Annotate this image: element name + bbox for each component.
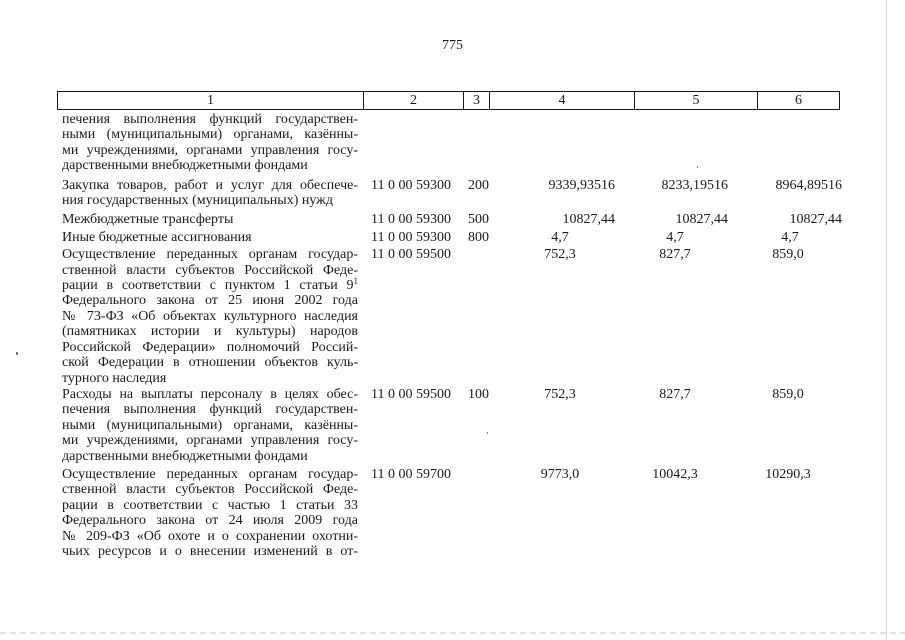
row-value-4: 9773,0 — [540, 466, 580, 482]
row-value-4: 10827,44 — [562, 212, 615, 228]
description-line: турного наследия — [62, 370, 167, 386]
row-code: 11 0 00 59700 — [371, 466, 451, 482]
table-row — [0, 387, 905, 464]
row-value-6: 10290,3 — [765, 466, 811, 482]
row-code: 11 0 00 59300 — [371, 177, 451, 193]
row-value-6: 8964,89516 — [775, 177, 842, 193]
description-line: Осуществление переданных органам государ- — [62, 247, 358, 263]
row-description — [62, 387, 358, 464]
row-value-5: 827,7 — [659, 386, 691, 402]
row-value-6: 4,7 — [781, 229, 799, 245]
row-value-6: 10827,44 — [789, 212, 842, 228]
header-col-2: 2 — [364, 92, 464, 109]
row-type: 500 — [468, 212, 489, 228]
description-line: Российской Федерации» полномочий Россий- — [62, 339, 358, 355]
description-line: ственной власти субъектов Российской Феде- — [62, 262, 358, 278]
description-line: (памятниках истории и культуры) народов — [62, 324, 358, 340]
description-line: ми учреждениями, органами управления госу- — [62, 433, 358, 449]
description-line: печения выполнения функций государствен- — [62, 402, 358, 418]
footnote-superscript: 1 — [353, 276, 358, 287]
description-line: печения выполнения функций государствен- — [62, 112, 358, 127]
row-code: 11 0 00 59500 — [371, 386, 451, 402]
description-line: ственной власти субъектов Российской Феде- — [62, 482, 358, 498]
table-row — [0, 247, 905, 386]
row-value-6: 859,0 — [772, 386, 804, 402]
description-line: ской Федерации в отношении объектов куль- — [62, 355, 358, 371]
table-row — [0, 230, 905, 245]
scan-edge — [886, 0, 887, 640]
description-line: Межбюджетные трансферты — [62, 212, 234, 228]
description-line: ными (муниципальными) органами, казённы- — [62, 127, 358, 143]
row-value-4: 752,3 — [544, 247, 576, 263]
row-code: 11 0 00 59300 — [371, 229, 451, 245]
row-value-5: 4,7 — [666, 229, 684, 245]
description-line — [62, 278, 358, 293]
row-code: 11 0 00 59300 — [371, 212, 451, 228]
description-line: Иные бюджетные ассигнования — [62, 229, 252, 245]
description-line: Закупка товаров, работ и услуг для обеспече- — [62, 177, 358, 193]
description-line-text: рации в соответствии с пунктом 1 статьи 9 — [62, 278, 354, 294]
description-line: ными (муниципальными) органами, казённы- — [62, 417, 358, 433]
row-value-4: 4,7 — [551, 229, 569, 245]
row-value-6: 859,0 — [772, 247, 804, 263]
scan-edge — [0, 632, 905, 634]
row-type: 100 — [468, 386, 489, 402]
row-type: 800 — [468, 229, 489, 245]
table-body — [0, 112, 905, 559]
row-description — [62, 112, 358, 174]
row-value-5: 8233,19516 — [661, 177, 728, 193]
description-line: Федерального закона от 25 июня 2002 года — [62, 293, 358, 309]
row-value-4: 9339,93516 — [548, 177, 615, 193]
row-value-5: 10827,44 — [675, 212, 728, 228]
row-description — [62, 467, 358, 559]
row-code: 11 0 00 59500 — [371, 247, 451, 263]
description-line: № 209-ФЗ «Об охоте и о сохранении охотни- — [62, 528, 358, 544]
header-col-1: 1 — [58, 92, 364, 109]
header-col-6: 6 — [795, 93, 802, 108]
description-line: ния государственных (муниципальных) нужд — [62, 193, 333, 209]
description-line: чьих ресурсов и о внесении изменений в от- — [62, 543, 358, 559]
table-header — [57, 91, 840, 110]
table-row — [0, 467, 905, 559]
header-col-3: 3 — [464, 92, 490, 109]
page-number: 775 — [442, 38, 463, 53]
description-line: дарственными внебюджетными фондами — [62, 448, 308, 464]
row-description — [62, 178, 358, 209]
row-description — [62, 230, 358, 245]
row-value-4: 752,3 — [544, 386, 576, 402]
table-row — [0, 112, 905, 174]
description-line: Федерального закона от 24 июля 2009 года — [62, 513, 358, 529]
description-line: ми учреждениями, органами управления госу- — [62, 142, 358, 158]
row-description — [62, 212, 358, 227]
description-line: Осуществление переданных органам государ- — [62, 466, 358, 482]
row-description — [62, 247, 358, 386]
scan-speck — [16, 352, 18, 355]
table-row — [0, 178, 905, 209]
description-line: дарственными внебюджетными фондами — [62, 158, 308, 174]
header-col-4: 4 — [490, 92, 635, 109]
description-line: рации в соответствии с частью 1 статьи 33 — [62, 497, 358, 513]
scan-speck — [697, 166, 698, 168]
header-col-5: 5 — [635, 92, 758, 109]
description-line: Расходы на выплаты персоналу в целях обес- — [62, 386, 358, 402]
scan-speck — [487, 432, 488, 434]
row-value-5: 10042,3 — [652, 466, 698, 482]
row-value-5: 827,7 — [659, 247, 691, 263]
table-row — [0, 212, 905, 227]
row-type: 200 — [468, 177, 489, 193]
description-line: № 73-ФЗ «Об объектах культурного наследия — [62, 308, 358, 324]
